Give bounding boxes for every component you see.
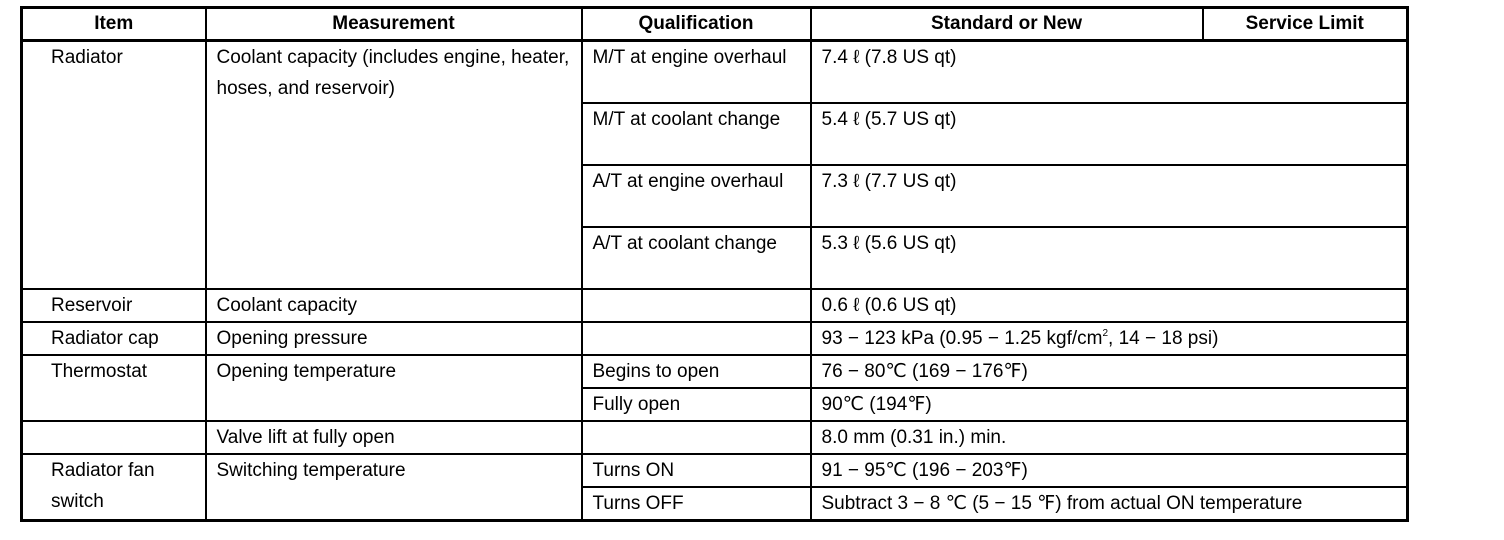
qualification-cell: M/T at engine overhaul [582, 41, 811, 103]
qualification-cell-empty [582, 289, 811, 322]
header-standard: Standard or New [811, 8, 1203, 41]
qualification-cell-empty [582, 322, 811, 355]
pressure-superscript: 2 [1102, 327, 1109, 339]
table-row [22, 289, 1408, 322]
table-row [22, 454, 1408, 487]
standard-cell: 7.3 ℓ (7.7 US qt) [811, 165, 1408, 227]
standard-cell: 5.3 ℓ (5.6 US qt) [811, 227, 1408, 289]
pressure-text-a: 93 − 123 kPa (0.95 − 1.25 kgf/cm [821, 327, 1103, 349]
item-radiator: Radiator [22, 41, 206, 289]
measurement-fan-switch: Switching temperature [206, 454, 582, 521]
qualification-cell: Turns ON [582, 454, 811, 487]
item-empty [22, 421, 206, 454]
qualification-cell: Begins to open [582, 355, 811, 388]
standard-cell: Subtract 3 − 8 ℃ (5 − 15 ℉) from actual ON temperature [811, 487, 1408, 521]
table-header [22, 8, 1408, 41]
qualification-cell-empty [582, 421, 811, 454]
qualification-cell: Fully open [582, 388, 811, 421]
qualification-cell: Turns OFF [582, 487, 811, 521]
header-measurement: Measurement [206, 8, 582, 41]
header-service-limit: Service Limit [1203, 8, 1408, 41]
standard-cell: 76 − 80℃ (169 − 176℉) [811, 355, 1408, 388]
measurement-thermostat: Opening temperature [206, 355, 582, 421]
item-fan-switch: Radiator fan switch [22, 454, 206, 521]
standard-cell: 0.6 ℓ (0.6 US qt) [811, 289, 1408, 322]
table-row [22, 322, 1408, 355]
table-body [22, 41, 1408, 521]
measurement-reservoir: Coolant capacity [206, 289, 582, 322]
cooling-system-spec-table [20, 6, 1409, 522]
qualification-cell: A/T at coolant change [582, 227, 811, 289]
table-row [22, 41, 1408, 103]
item-reservoir: Reservoir [22, 289, 206, 322]
measurement-radiator-cap: Opening pressure [206, 322, 582, 355]
standard-cell: 7.4 ℓ (7.8 US qt) [811, 41, 1408, 103]
pressure-text-b: , 14 − 18 psi) [1108, 327, 1219, 349]
table-row [22, 421, 1408, 454]
table-row [22, 355, 1408, 388]
qualification-cell: M/T at coolant change [582, 103, 811, 165]
measurement-radiator: Coolant capacity (includes engine, heater, hoses, and reservoir) [206, 41, 582, 289]
header-item: Item [22, 8, 206, 41]
standard-cell: 5.4 ℓ (5.7 US qt) [811, 103, 1408, 165]
header-row [22, 8, 1408, 41]
measurement-valve-lift: Valve lift at fully open [206, 421, 582, 454]
standard-cell: 90℃ (194℉) [811, 388, 1408, 421]
header-qualification: Qualification [582, 8, 811, 41]
standard-cell-pressure [811, 322, 1408, 355]
item-radiator-cap: Radiator cap [22, 322, 206, 355]
item-thermostat: Thermostat [22, 355, 206, 421]
standard-cell: 91 − 95℃ (196 − 203℉) [811, 454, 1408, 487]
qualification-cell: A/T at engine overhaul [582, 165, 811, 227]
standard-cell: 8.0 mm (0.31 in.) min. [811, 421, 1408, 454]
